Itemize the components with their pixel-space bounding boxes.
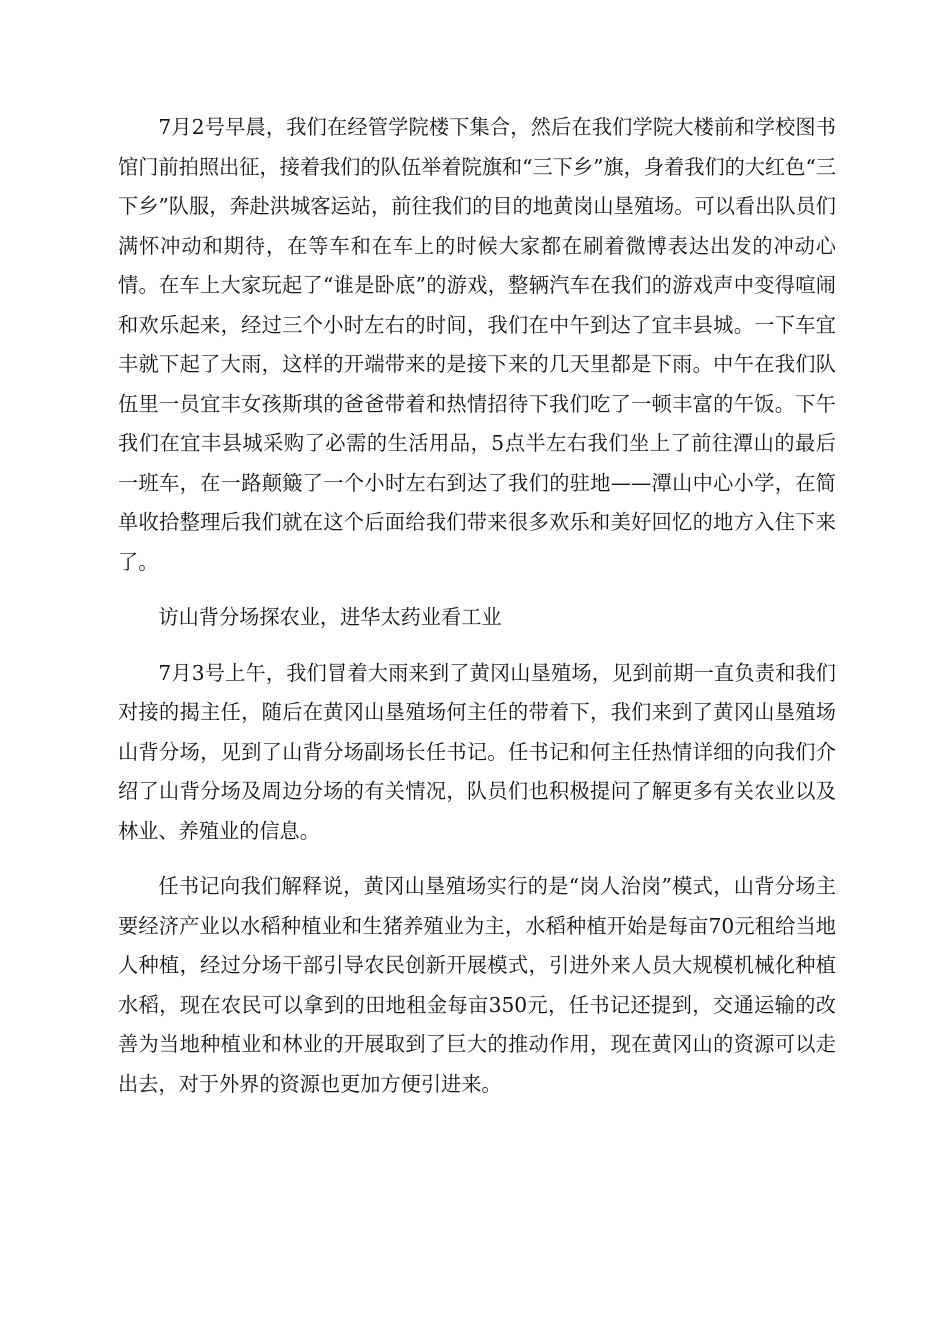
document-body bbox=[118, 108, 836, 1104]
paragraph-departure: 7月2号早晨，我们在经管学院楼下集合，然后在我们学院大楼前和学校图书馆门前拍照出征，接着我们的队伍举着院旗和“三下乡”旗，身着我们的大红色“三下乡”队服，奔赴洪城客运站，前往我们的目的地黄岗山垦殖场。可以看出队员们满怀冲动和期待，在等车和在车上的时候大家都在刷着微博表达出发的冲动心情。在车上大家玩起了“谁是卧底”的游戏，整辆汽车在我们的游戏声中变得喧闹和欢乐起来，经过三个小时左右的时间，我们在中午到达了宜丰县城。一下车宜丰就下起了大雨，这样的开端带来的是接下来的几天里都是下雨。中午在我们队伍里一员宜丰女孩斯琪的爸爸带着和热情招待下我们吃了一顿丰富的午饭。下午我们在宜丰县城采购了必需的生活用品，5点半左右我们坐上了前往潭山的最后一班车，在一路颠簸了一个小时左右到达了我们的驻地——潭山中心小学，在简单收拾整理后我们就在这个后面给我们带来很多欢乐和美好回忆的地方入住下来了。 bbox=[118, 115, 836, 574]
paragraph-visit: 7月3号上午，我们冒着大雨来到了黄冈山垦殖场，见到前期一直负责和我们对接的揭主任，随后在黄冈山垦殖场何主任的带着下，我们来到了黄冈山垦殖场山背分场，见到了山背分场副场长任书记。任书记和何主任热情详细的向我们介绍了山背分场及周边分场的有关情况，队员们也积极提问了解更多有关农业以及林业、养殖业的信息。 bbox=[118, 660, 836, 843]
section-heading: 访山背分场探农业，进华太药业看工业 bbox=[158, 605, 502, 629]
paragraph-explanation: 任书记向我们解释说，黄冈山垦殖场实行的是“岗人治岗”模式，山背分场主要经济产业以水稻种植业和生猪养殖业为主，水稻种植开始是每亩70元租给当地人种植，经过分场干部引导农民创新开展模式，引进外来人员大规模机械化种植水稻，现在农民可以拿到的田地租金每亩350元，任书记还提到，交通运输的改善为当地种植业和林业的开展取到了巨大的推动作用，现在黄冈山的资源可以走出去，对于外界的资源也更加方便引进来。 bbox=[118, 874, 836, 1096]
